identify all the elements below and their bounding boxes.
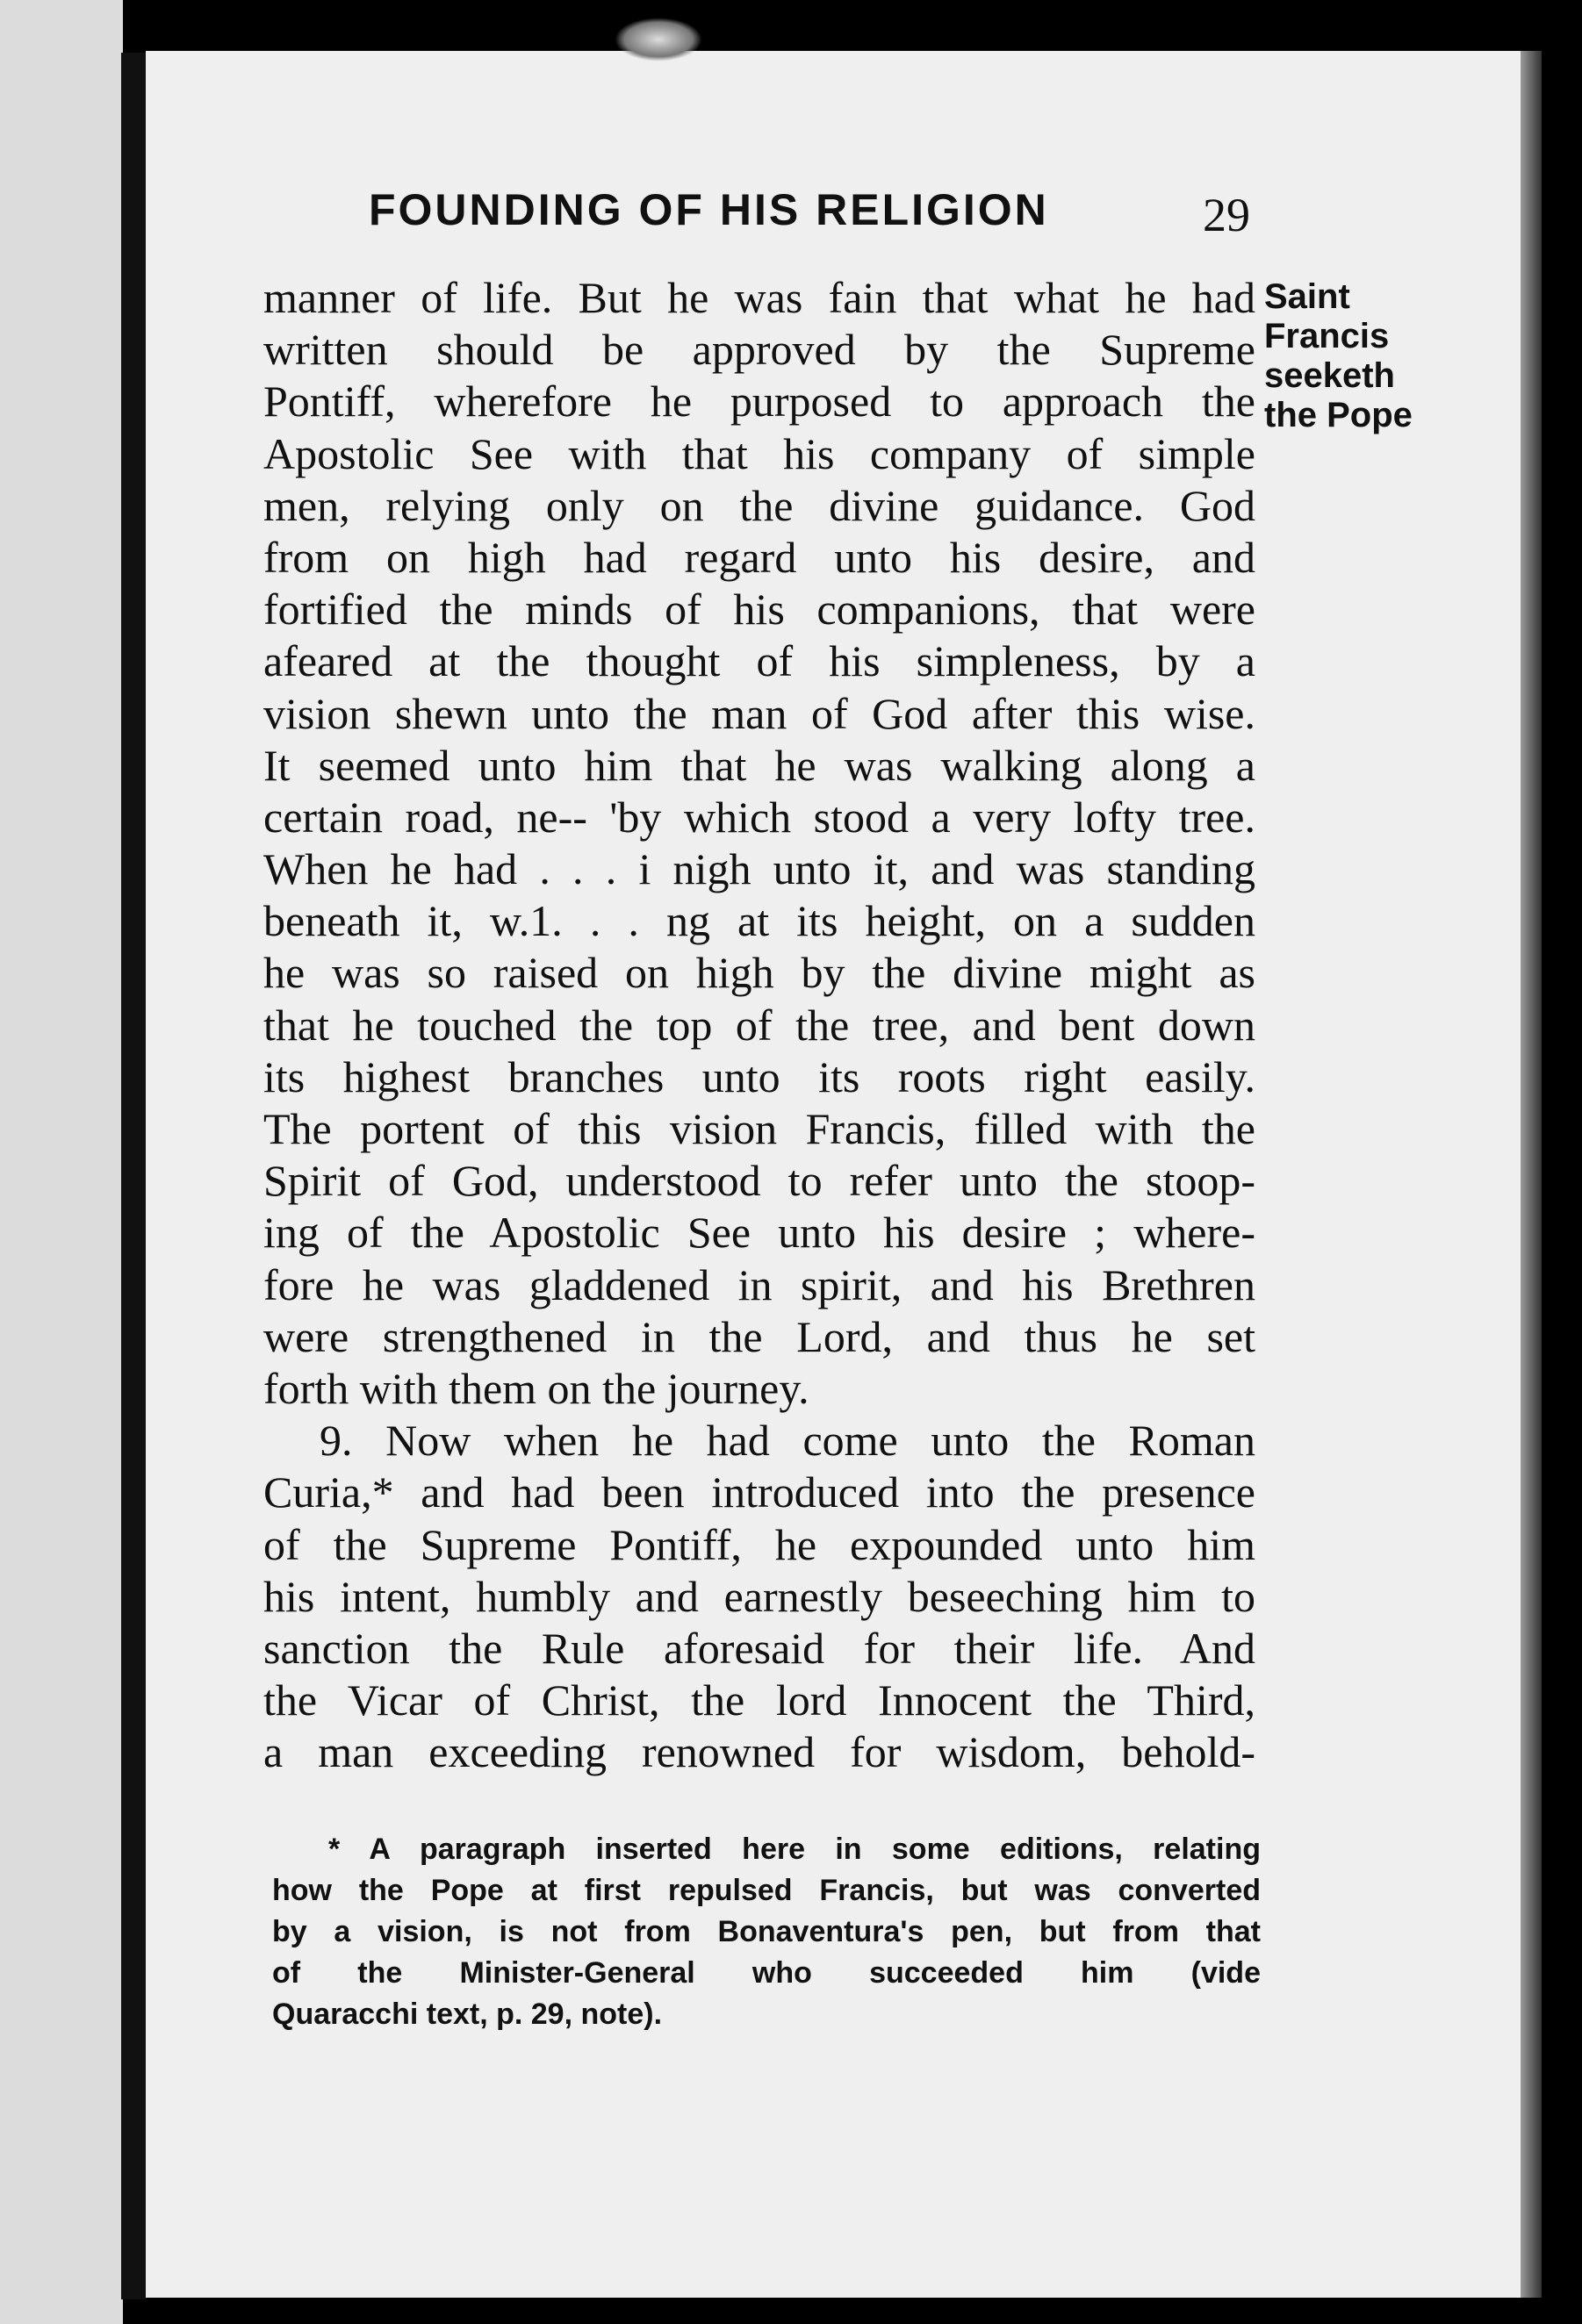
- text-line: fore he was gladdened in spirit, and his Brethren: [263, 1259, 1255, 1309]
- text-line: his intent, humbly and earnestly beseeching him to: [263, 1571, 1255, 1621]
- marginal-note-line: the Pope: [1264, 396, 1413, 434]
- text-line: he was so raised on high by the divine might as: [263, 948, 1255, 998]
- footnote-line: of the Minister-General who succeeded him (vide: [272, 1956, 1261, 1990]
- text-line: beneath it, w.1. . . ng at its height, on a sudden: [263, 896, 1255, 946]
- text-line: manner of life. But he was fain that what he had: [263, 273, 1255, 322]
- text-line: 9. Now when he had come unto the Roman: [320, 1416, 1255, 1466]
- text-line: Pontiff, wherefore he purposed to approach the: [263, 377, 1255, 427]
- binding-gutter: [121, 53, 146, 2299]
- marginal-note-line: seeketh: [1264, 356, 1395, 395]
- text-line: that he touched the top of the tree, and bent down: [263, 1000, 1255, 1050]
- text-line: The portent of this vision Francis, filled with the: [263, 1104, 1255, 1153]
- footnote: [272, 1829, 1261, 2035]
- scan-blemish: [615, 18, 702, 61]
- text-line: afeared at the thought of his simpleness, by a: [263, 636, 1255, 686]
- page-number: 29: [1203, 189, 1250, 241]
- text-line: When he had . . . i nigh unto it, and was standing: [263, 844, 1255, 894]
- marginal-note-line: Francis: [1264, 317, 1390, 355]
- text-line: fortified the minds of his companions, that were: [263, 585, 1255, 635]
- text-line: Apostolic See with that his company of simple: [263, 428, 1255, 478]
- footnote-line: by a vision, is not from Bonaventura's pen, but from that: [272, 1915, 1261, 1948]
- text-line: men, relying only on the divine guidance. God: [263, 480, 1255, 530]
- text-line: from on high had regard unto his desire, and: [263, 532, 1255, 582]
- text-line: written should be approved by the Supreme: [263, 325, 1255, 375]
- text-line: the Vicar of Christ, the lord Innocent the Third,: [263, 1675, 1255, 1725]
- text-line: It seemed unto him that he was walking along a: [263, 740, 1255, 790]
- text-line: ing of the Apostolic See unto his desire ; where-: [263, 1208, 1255, 1258]
- text-line: vision shewn unto the man of God after this wise.: [263, 688, 1255, 738]
- text-line: Curia,* and had been introduced into the presence: [263, 1467, 1255, 1517]
- text-line: were strengthened in the Lord, and thus he set: [263, 1311, 1255, 1361]
- footnote-line: how the Pope at first repulsed Francis, but was converted: [272, 1874, 1261, 1907]
- running-title: FOUNDING OF HIS RELIGION: [369, 185, 1049, 234]
- text-line: certain road, ne-- 'by which stood a very lofty tree.: [263, 792, 1255, 842]
- text-line: a man exceeding renowned for wisdom, behold-: [263, 1727, 1255, 1777]
- marginal-note-line: Saint: [1264, 277, 1350, 316]
- text-line: its highest branches unto its roots right easily.: [263, 1051, 1255, 1101]
- body-text: [263, 272, 1255, 1778]
- text-line: forth with them on the journey.: [263, 1363, 809, 1413]
- footnote-line: * A paragraph inserted here in some editions, relating: [328, 1833, 1261, 1866]
- facing-page-edge: [0, 0, 123, 2324]
- text-line: of the Supreme Pontiff, he expounded unto him: [263, 1519, 1255, 1569]
- text-line: sanction the Rule aforesaid for their life. And: [263, 1623, 1255, 1673]
- page-edge-shadow: [1521, 51, 1542, 2298]
- marginal-note: [1264, 277, 1413, 435]
- footnote-line: Quaracchi text, p. 29, note).: [272, 1998, 663, 2031]
- text-line: Spirit of God, understood to refer unto the stoop-: [263, 1156, 1255, 1206]
